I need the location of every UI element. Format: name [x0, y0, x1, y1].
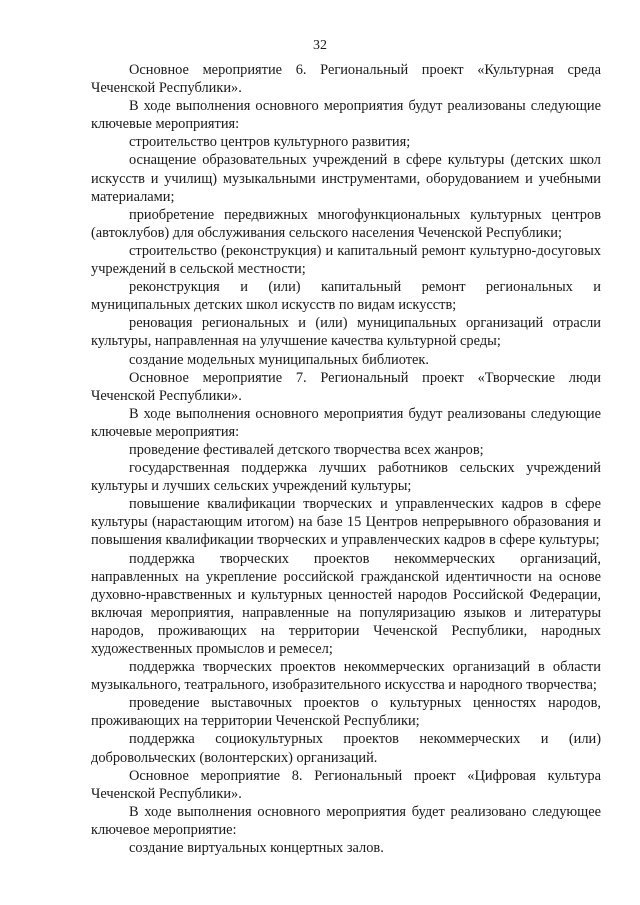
- paragraph-item: проведение фестивалей детского творчества всех жанров;: [129, 441, 484, 458]
- paragraph-item: государственная поддержка лучших работников сельских учреждений культуры и лучших сельских учреждений культуры;: [91, 460, 601, 495]
- paragraph-item: поддержка творческих проектов некоммерческих организаций, направленных на укрепление российской гражданской идентичности на основе духовно-нравственных и культурных ценностей народов Российской Федерации, включая мероприятия, направленные на популяризацию языков и литературы народов, проживающих на территории Чеченской Республики, народных художественных промыслов и ремесел;: [91, 550, 601, 657]
- paragraph-event-8-title: Основное мероприятие 8. Региональный проект «Цифровая культура Чеченской Республики».: [91, 767, 601, 802]
- paragraph-event-7-title: Основное мероприятие 7. Региональный проект «Творческие люди Чеченской Республики».: [91, 369, 601, 404]
- document-body: [91, 61, 601, 857]
- paragraph-event-7-intro: В ходе выполнения основного мероприятия будут реализованы следующие ключевые мероприятия:: [91, 405, 601, 440]
- paragraph-event-8-intro: В ходе выполнения основного мероприятия будет реализовано следующее ключевое мероприятие:: [91, 803, 601, 838]
- paragraph-item: строительство (реконструкция) и капитальный ремонт культурно-досуговых учреждений в сельской местности;: [91, 242, 601, 278]
- paragraph-event-6-title: Основное мероприятие 6. Региональный проект «Культурная среда Чеченской Республики».: [91, 62, 601, 97]
- page-number: 32: [313, 38, 327, 53]
- paragraph-item: оснащение образовательных учреждений в сфере культуры (детских школ искусств и училищ) музыкальными инструментами, оборудованием и учебными материалами;: [91, 152, 601, 205]
- paragraph-item: повышение квалификации творческих и управленческих кадров в сфере культуры (нарастающим итогом) на базе 15 Центров непрерывного образования и повышения квалификации творческих и управленческих кадров в сфере культуры;: [91, 496, 601, 549]
- paragraph-item: поддержка социокультурных проектов некоммерческих и (или) добровольческих (волонтерских) организаций.: [91, 731, 601, 766]
- paragraph-item: поддержка творческих проектов некоммерческих организаций в области музыкального, театрального, изобразительного искусства и народного творчества;: [91, 659, 601, 694]
- paragraph-item: реконструкция и (или) капитальный ремонт региональных и муниципальных детских школ искусств по видам искусств;: [91, 279, 601, 314]
- paragraph-item: создание виртуальных концертных залов.: [129, 840, 384, 857]
- paragraph-item: приобретение передвижных многофункциональных культурных центров (автоклубов) для обслуживания сельского населения Чеченской Республики;: [91, 206, 601, 241]
- paragraph-item: создание модельных муниципальных библиотек.: [129, 351, 429, 368]
- paragraph-event-6-intro: В ходе выполнения основного мероприятия будут реализованы следующие ключевые мероприятия:: [91, 98, 601, 133]
- paragraph-item: проведение выставочных проектов о культурных ценностях народов, проживающих на территории Чеченской Республики;: [91, 695, 601, 730]
- paragraph-item: строительство центров культурного развития;: [129, 134, 411, 151]
- paragraph-item: реновация региональных и (или) муниципальных организаций отрасли культуры, направленная на улучшение качества культурной среды;: [91, 315, 601, 350]
